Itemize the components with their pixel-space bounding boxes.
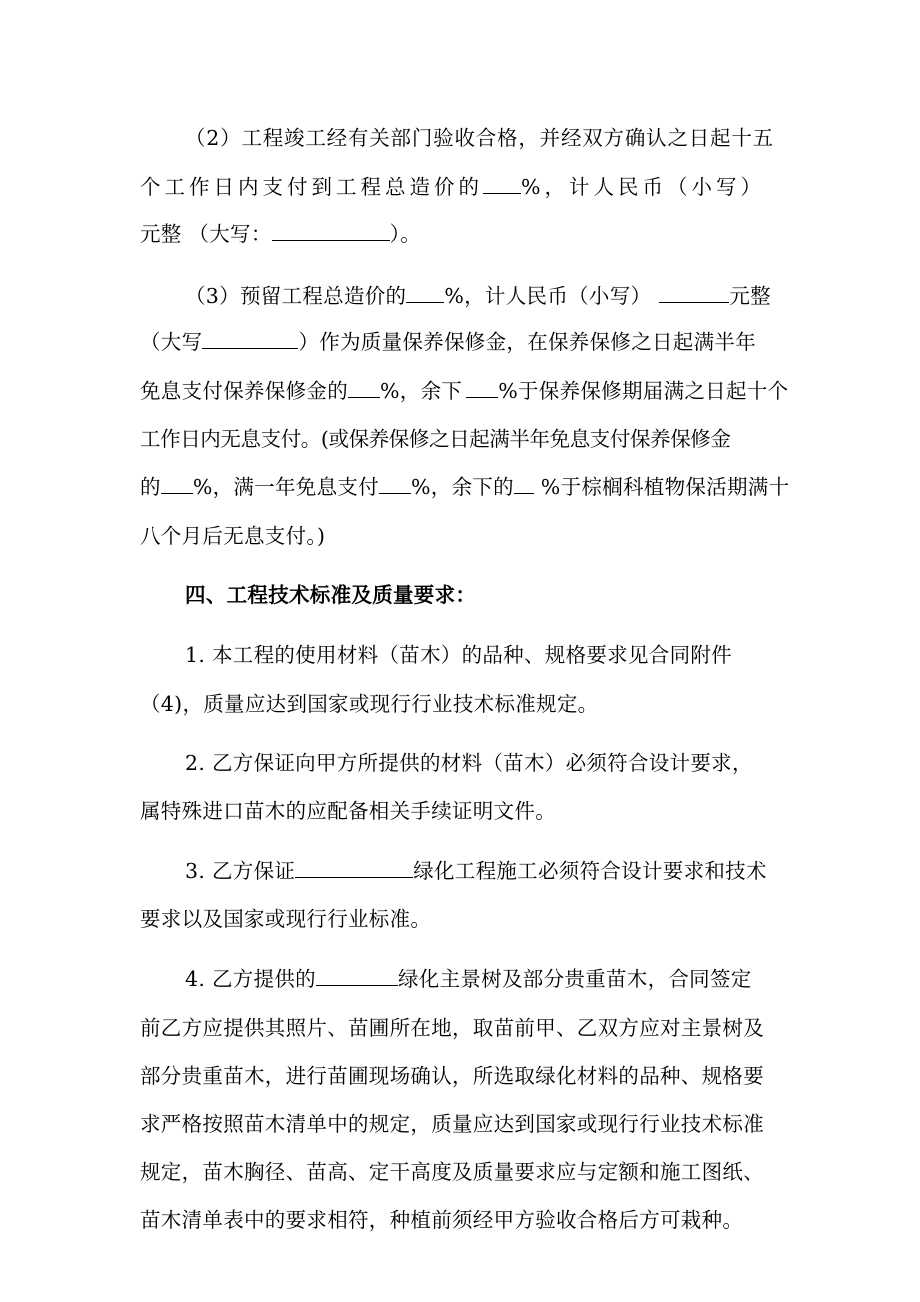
text: 规定，苗木胸径、苗高、定干高度及质量要求应与定额和施工图纸、	[140, 1160, 764, 1184]
blank-field[interactable]	[466, 376, 498, 398]
blank-field[interactable]	[406, 281, 444, 303]
text: %于保养保修期届满之日起十个	[498, 379, 789, 403]
blank-field[interactable]	[348, 376, 380, 398]
text: 工作日内无息支付。(或保养保修之日起满半年免息支付保养保修金	[140, 427, 731, 451]
payment-item-3-line-2	[140, 327, 756, 357]
section-4-para-4-line-3	[140, 1061, 764, 1091]
text: 绿化工程施工必须符合设计要求和技术	[413, 859, 767, 883]
text: 的	[140, 475, 161, 499]
section-4-para-4-line-1	[185, 964, 752, 994]
payment-item-2-line-1	[185, 123, 774, 153]
section-4-heading	[185, 580, 476, 610]
section-4-para-3-line-2	[140, 904, 431, 934]
text: （3）预留工程总造价的	[185, 284, 407, 308]
text: 4. 乙方提供的	[185, 967, 316, 991]
section-4-para-3-line-1	[185, 856, 767, 886]
blank-field[interactable]	[272, 219, 390, 241]
text: 要求以及国家或现行行业标准。	[140, 907, 432, 931]
text: %，余下	[380, 379, 463, 403]
section-4-para-4-line-4	[140, 1109, 764, 1139]
text: %，满一年免息支付	[192, 475, 379, 499]
payment-item-2-line-3	[140, 219, 421, 249]
blank-field[interactable]	[316, 964, 398, 986]
text: %于棕榈科植物保活期满十	[533, 475, 790, 499]
text: 免息支付保养保修金的	[140, 379, 348, 403]
section-4-para-4-line-2	[140, 1013, 764, 1043]
payment-item-3-line-6	[140, 521, 325, 551]
text: 元整 （大写：	[140, 222, 272, 246]
text: ）。	[389, 222, 421, 246]
text: %，余下的	[411, 475, 514, 499]
text: 八个月后无息支付。)	[140, 524, 326, 548]
text: 求严格按照苗木清单中的规定，质量应达到国家或现行行业技术标准	[140, 1112, 764, 1136]
blank-field[interactable]	[202, 327, 298, 349]
text: （2）工程竣工经有关部门验收合格，并经双方确认之日起十五	[185, 126, 774, 150]
payment-item-3-line-3	[140, 376, 788, 406]
text: 四、工程技术标准及质量要求：	[185, 583, 477, 607]
text: 绿化主景树及部分贵重苗木，合同签定	[397, 967, 752, 991]
blank-field[interactable]	[514, 472, 534, 494]
payment-item-3-line-5	[140, 472, 789, 502]
text: ）作为质量保养保修金，在保养保修之日起满半年	[298, 330, 757, 354]
text: 个工作日内支付到工程总造价的	[140, 175, 483, 199]
blank-field[interactable]	[659, 281, 729, 303]
text: 属特殊进口苗木的应配备相关手续证明文件。	[140, 799, 556, 823]
section-4-para-4-line-6	[140, 1205, 743, 1235]
text: 部分贵重苗木，进行苗圃现场确认，所选取绿化材料的品种、规格要	[140, 1064, 764, 1088]
text: 3. 乙方保证	[185, 859, 296, 883]
section-4-para-1-line-1	[185, 640, 732, 670]
blank-field[interactable]	[379, 472, 411, 494]
text: %，计人民币（小写）	[521, 175, 765, 199]
text: %，计人民币（小写）	[444, 284, 652, 308]
text: 2. 乙方保证向甲方所提供的材料（苗木）必须符合设计要求，	[185, 751, 753, 775]
text: 苗木清单表中的要求相符，种植前须经甲方验收合格后方可栽种。	[140, 1208, 744, 1232]
blank-field[interactable]	[295, 856, 413, 878]
section-4-para-4-line-5	[140, 1157, 764, 1187]
blank-field[interactable]	[161, 472, 193, 494]
text: 1. 本工程的使用材料（苗木）的品种、规格要求见合同附件	[185, 643, 732, 667]
text: （大写	[140, 330, 203, 354]
text: （4)，质量应达到国家或现行行业技术标准规定。	[140, 692, 599, 716]
payment-item-2-line-2	[140, 172, 765, 202]
section-4-para-2-line-2	[140, 796, 556, 826]
section-4-para-2-line-1	[185, 748, 753, 778]
section-4-para-1-line-2	[140, 689, 598, 719]
blank-field[interactable]	[483, 172, 521, 194]
text: 元整	[729, 284, 771, 308]
text: 前乙方应提供其照片、苗圃所在地，取苗前甲、乙双方应对主景树及	[140, 1016, 764, 1040]
payment-item-3-line-4	[140, 424, 731, 454]
payment-item-3-line-1	[185, 281, 771, 311]
